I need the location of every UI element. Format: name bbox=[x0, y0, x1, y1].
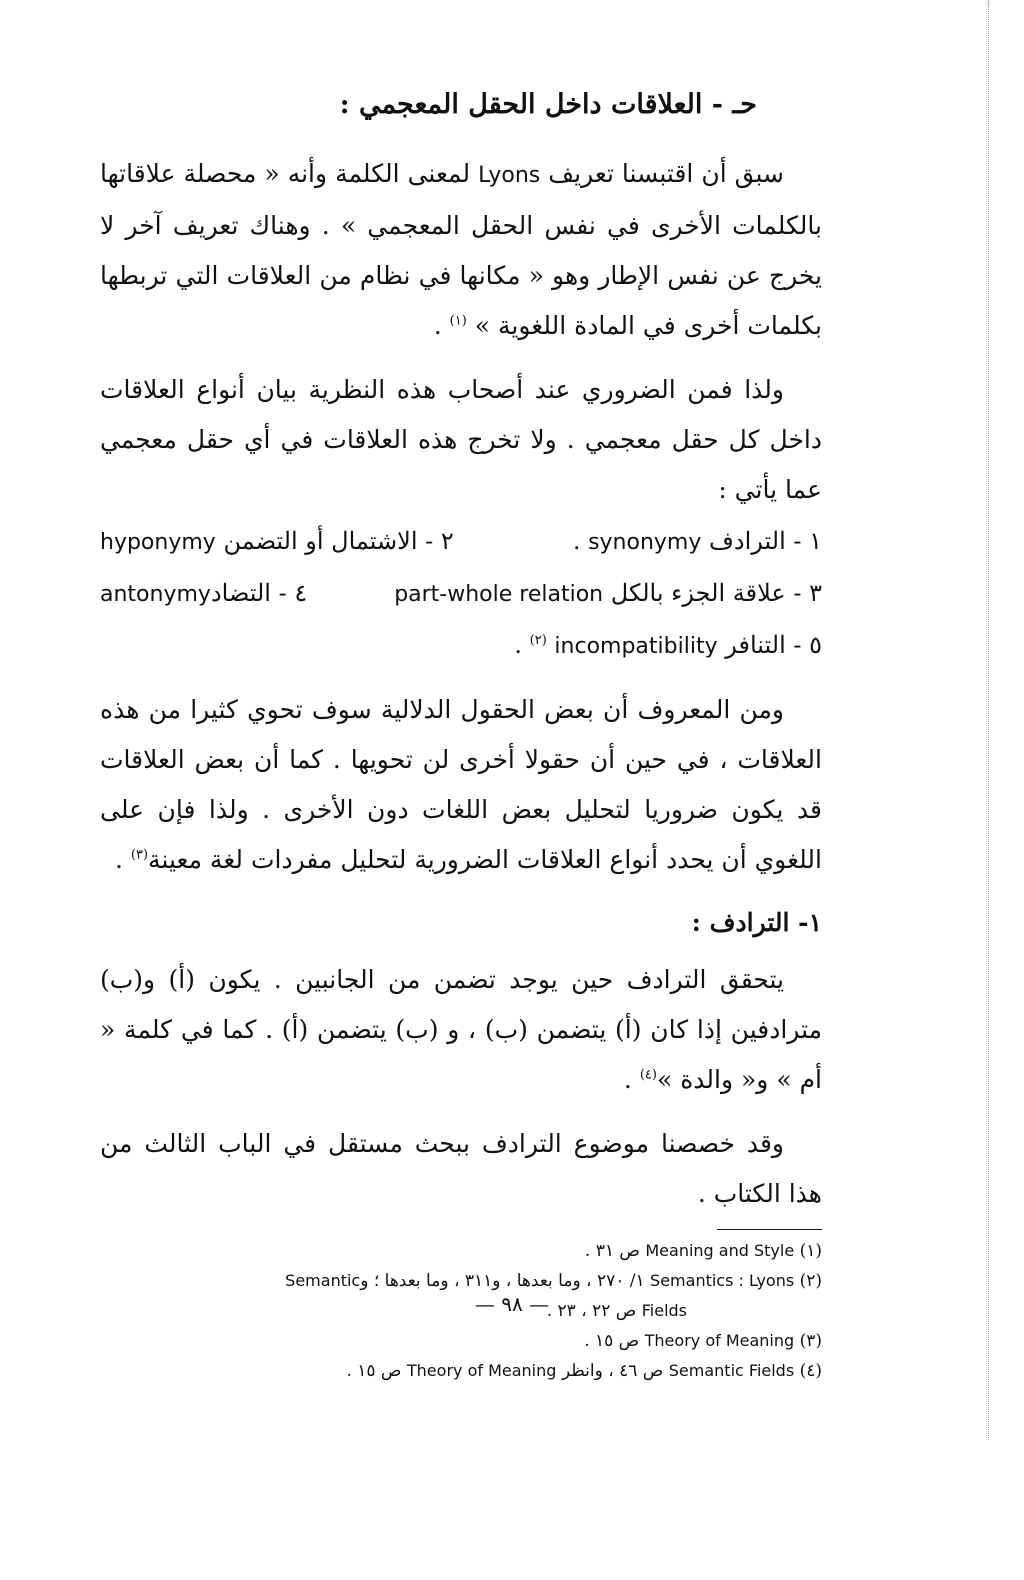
footnote-text: ص ٢٢ ، ٢٣ . bbox=[546, 1301, 637, 1321]
relation-english: hyponymy bbox=[100, 530, 216, 555]
relation-arabic: ٤ - التضاد bbox=[210, 579, 308, 607]
footnote-text: ص ١٥ . bbox=[346, 1361, 402, 1381]
relation-english: part-whole relation bbox=[394, 582, 604, 607]
footnote-marker: (٤) bbox=[639, 1067, 657, 1083]
relation-arabic: ٢ - الاشتمال أو التضمن bbox=[223, 527, 454, 555]
paragraph-text: سبق أن اقتبسنا تعريف bbox=[548, 159, 785, 188]
relation-english: antonymy bbox=[100, 582, 211, 607]
list-row bbox=[100, 619, 822, 671]
footnote-number: (١) bbox=[799, 1241, 822, 1261]
footnote-marker: (٣) bbox=[130, 847, 149, 863]
paragraph-text: ومن المعروف أن بعض الحقول الدلالية سوف تحوي كثيرا من هذه العلاقات ، في حين أن حقولا أخرى لن تحويها . كما أن بعض العلاقات قد يكون ضروريا لتحليل بعض اللغات دون الأخرى . ولذا فإن على اللغوي أن يحدد أنواع العلاقات الضرورية لتحليل مفردات لغة معينة bbox=[100, 695, 822, 874]
paragraph-reference: وقد خصصنا موضوع الترادف ببحث مستقل في الباب الثالث من هذا الكتاب . bbox=[100, 1129, 822, 1208]
paragraph-relations-intro: ولذا فمن الضروري عند أصحاب هذه النظرية بيان أنواع العلاقات داخل كل حقل معجمي . ولا تخرج هذه العلاقات في أي حقل معجمي عما يأتي : bbox=[100, 375, 822, 504]
latin-term: Lyons bbox=[478, 163, 541, 188]
relation-arabic: ١ - الترادف bbox=[709, 527, 822, 555]
footnote bbox=[100, 1326, 822, 1356]
list-item-end: . bbox=[514, 631, 530, 659]
page-number: — ٩٨ — bbox=[474, 1292, 550, 1316]
footnote-text: ص ١٥ . bbox=[584, 1331, 640, 1351]
list-row bbox=[100, 515, 822, 567]
relation-arabic: ٥ - التنافر bbox=[725, 631, 822, 659]
paragraph-definition bbox=[100, 149, 822, 351]
footnote-number: (٣) bbox=[799, 1331, 822, 1351]
paragraph-text: يتحقق الترادف حين يوجد تضمن من الجانبين . يكون (أ) و(ب) مترادفين إذا كان (أ) يتضمن (ب) ، و (ب) يتضمن (أ) . كما في كلمة « أم » و« والدة » bbox=[100, 965, 822, 1094]
page-edge-line bbox=[988, 0, 989, 1440]
list-item bbox=[100, 515, 454, 569]
footnote-source: Theory of Meaning bbox=[644, 1331, 795, 1350]
paragraph-text: لمعنى الكلمة وأنه « محصلة علاقاتها بالكلمات الأخرى في نفس الحقل المعجمي » . وهناك تعريف آخر لا يخرج عن نفس الإطار وهو « مكانها في نظام من العلاقات التي تربطها بكلمات أخرى في المادة اللغوية » bbox=[100, 159, 822, 340]
footnote-source: Meaning and Style bbox=[645, 1241, 795, 1260]
footnote-number: (٤) bbox=[799, 1361, 822, 1381]
relation-arabic: ٣ - علاقة الجزء بالكل bbox=[610, 579, 822, 607]
list-item-end: . bbox=[572, 527, 589, 555]
footnote-marker: (٢) bbox=[529, 633, 547, 648]
relations-list bbox=[100, 515, 822, 671]
paragraph-end: . bbox=[115, 845, 131, 874]
footnote-text: ص ٣١ . bbox=[584, 1241, 640, 1261]
footnote-text: ص ٤٦ ، وانظر bbox=[561, 1361, 664, 1381]
list-item bbox=[573, 515, 822, 569]
paragraph-end: . bbox=[623, 1065, 640, 1094]
subsection-heading: ١- الترادف : bbox=[691, 908, 822, 937]
footnote bbox=[100, 1236, 822, 1266]
footnote bbox=[100, 1356, 822, 1386]
footnote-source: Fields bbox=[641, 1301, 687, 1320]
list-item bbox=[514, 619, 822, 673]
page-content bbox=[100, 85, 822, 1386]
footnote-number: (٢) bbox=[799, 1271, 822, 1291]
section-heading: حـ - العلاقات داخل الحقل المعجمي : bbox=[339, 89, 757, 120]
footnote-source: Semantic bbox=[285, 1271, 361, 1290]
footnote-text: ١/ ٢٧٠ ، وما بعدها ، و٣١١ ، وما بعدها ؛ و bbox=[360, 1271, 645, 1291]
paragraph-end: . bbox=[433, 311, 450, 340]
paragraph-synonymy bbox=[100, 955, 822, 1105]
relation-english: incompatibility bbox=[554, 634, 718, 659]
footnote-marker: (١) bbox=[449, 313, 467, 329]
list-row bbox=[100, 567, 822, 619]
footnote-source: Semantic Fields bbox=[668, 1361, 795, 1380]
paragraph-fields bbox=[100, 685, 822, 885]
footnote-separator bbox=[717, 1229, 822, 1230]
footnote-source: Theory of Meaning bbox=[406, 1361, 557, 1380]
footnote-source: Semantics : Lyons bbox=[650, 1271, 795, 1290]
list-item bbox=[100, 567, 307, 621]
list-item bbox=[394, 567, 822, 621]
relation-english: synonymy bbox=[588, 530, 702, 555]
